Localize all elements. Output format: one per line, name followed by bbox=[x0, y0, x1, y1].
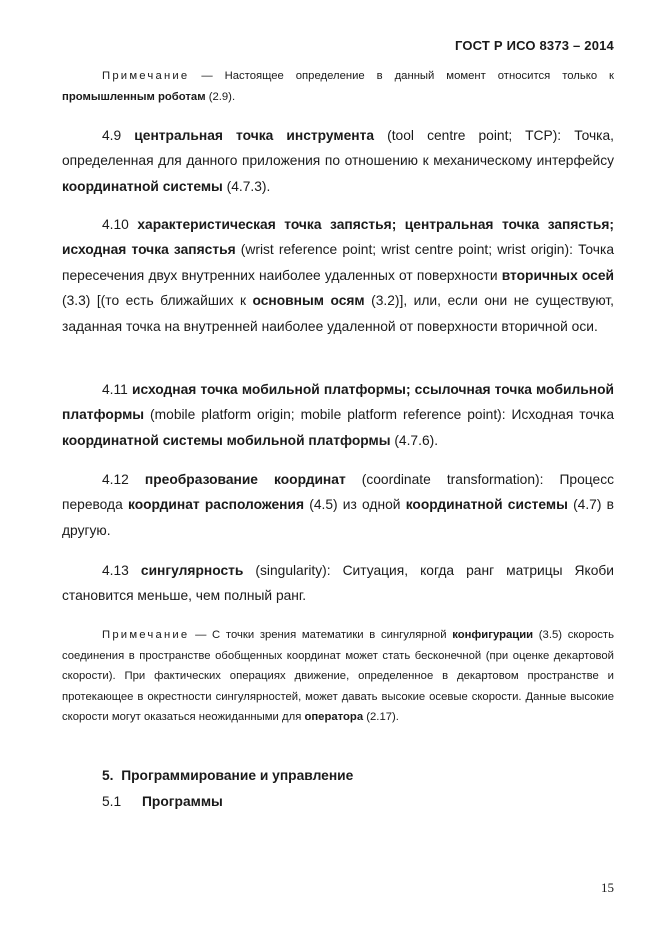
page-number: 15 bbox=[601, 880, 614, 895]
definition-4-12: 4.12 преобразование координат (coordinate transformation): Процесс перевода координат расположения (4.5) из одной координатной системы (4.7) в другую. bbox=[62, 472, 614, 538]
defined-term: преобразование координат bbox=[144, 472, 346, 487]
term-link: координатной системы мобильной платформы bbox=[62, 432, 391, 448]
standard-header: ГОСТ Р ИСО 8373 – 2014 bbox=[454, 38, 614, 53]
term-link: вторичных осей bbox=[501, 267, 615, 283]
note-label: Примечание bbox=[102, 70, 190, 82]
term-link: координат расположения bbox=[127, 497, 305, 513]
defined-term: характеристическая точка запястья; центральная точка запястья; исходная точка запястья bbox=[62, 217, 614, 258]
clause-number: 4.9 bbox=[102, 128, 122, 143]
term-link: промышленным роботам bbox=[62, 90, 206, 103]
note-singularity: Примечание — С точки зрения математики в сингулярной конфигурации (3.5) скорость соединения в пространстве обобщенных координат может стать бесконечной (при оценке декартовой скорости). При фактических операциях движение, определенное в декартовом пространстве и протекающее в окрестности сингулярностей, может давать высокие осевые скорости. Данные высокие скорости могут оказаться неожиданными для оператора (2.17). bbox=[62, 629, 614, 724]
note-label: Примечание bbox=[102, 629, 190, 641]
note-industrial-robots: Примечание — Настоящее определение в данный момент относится только к промышленным роботам (2.9). bbox=[62, 70, 614, 103]
term-link: координатной системы bbox=[62, 178, 223, 194]
clause-number: 4.13 bbox=[102, 563, 129, 578]
clause-number: 4.10 bbox=[102, 217, 129, 232]
clause-number: 4.12 bbox=[102, 472, 129, 487]
section-heading-5: 5. Программирование и управление bbox=[102, 768, 354, 783]
term-link: основным осям bbox=[252, 293, 365, 309]
clause-number: 4.11 bbox=[102, 382, 128, 397]
term-link: конфигурации bbox=[452, 629, 534, 641]
term-link: оператора bbox=[304, 711, 364, 724]
defined-term: сингулярность bbox=[140, 563, 244, 578]
defined-term: исходная точка мобильной платформы; ссылочная точка мобильной платформы bbox=[62, 382, 614, 423]
definition-4-9: 4.9 центральная точка инструмента (tool centre point; TCP): Точка, определенная для данного приложения по отношению к механическому интерфейсу координатной системы (4.7.3). bbox=[62, 128, 614, 194]
definition-4-10: 4.10 характеристическая точка запястья; центральная точка запястья; исходная точка запястья (wrist reference point; wrist centre point; wrist origin): Точка пересечения двух внутренних наиболее удаленных от поверхности вторичных осей (3.3) [(то есть ближайших к основным осям (3.2)], или, если они не существуют, заданная точка на внутренней наиболее удаленной от поверхности вторичной оси. bbox=[62, 217, 615, 334]
section-heading-5-1: 5.1 Программы bbox=[102, 794, 223, 809]
definition-4-11: 4.11 исходная точка мобильной платформы; ссылочная точка мобильной платформы (mobile platform origin; mobile platform reference point): Исходная точка координатной системы мобильной платформы (4.7.6). bbox=[62, 382, 614, 448]
term-link: координатной системы bbox=[405, 497, 568, 513]
definition-4-13: 4.13 сингулярность (singularity): Ситуация, когда ранг матрицы Якоби становится меньше, чем полный ранг. bbox=[62, 563, 614, 604]
defined-term: центральная точка инструмента bbox=[134, 128, 375, 143]
